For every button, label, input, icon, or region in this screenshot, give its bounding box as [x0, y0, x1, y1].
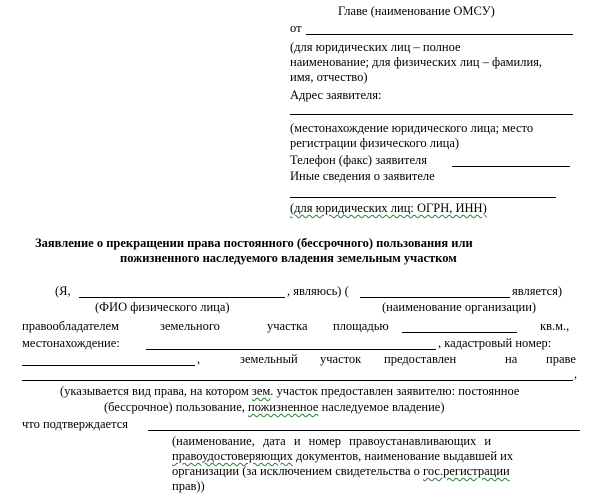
right-type-field-line	[22, 380, 573, 381]
row5-word-4: предоставлен	[384, 352, 457, 366]
recipient-line: Главе (наименование ОМСУ)	[338, 4, 495, 18]
location-label: местонахождение:	[22, 336, 120, 350]
row3-word-4: площадью	[333, 319, 389, 333]
documents-hint-3a: организации (за исключением свидетельства о	[172, 464, 424, 478]
from-field-line	[306, 34, 573, 35]
org-hint: (наименование организации)	[382, 300, 537, 314]
phone-label: Телефон (факс) заявителя	[290, 153, 428, 167]
right-type-hint-1-zem: зем	[251, 384, 271, 398]
fio-field-line	[79, 297, 285, 298]
right-type-hint-2	[104, 400, 445, 415]
confirmed-by-field-line	[148, 430, 580, 431]
documents-hint-2	[172, 449, 513, 464]
area-field-line	[402, 332, 517, 333]
documents-hint-4: прав))	[172, 479, 205, 493]
documents-hint-3	[172, 464, 510, 479]
row1-end: является)	[512, 284, 563, 298]
confirmed-by-label: что подтверждается	[22, 417, 128, 431]
fio-hint: (ФИО физического лица)	[95, 300, 230, 314]
other-info-label: Иные сведения о заявителе	[290, 169, 435, 183]
other-info-line	[290, 197, 556, 198]
documents-hint-2a: правоудостоверяющих	[172, 449, 293, 463]
right-type-hint-1	[60, 384, 519, 399]
documents-hint-2b: документов, наименование выдавшей их	[292, 449, 514, 463]
cadastral-field-line	[22, 365, 195, 366]
document-title-line-2: пожизненного наследуемого владения земельным участком	[120, 251, 457, 265]
row3-word-2: земельного	[160, 319, 220, 333]
row5-word-6: праве	[546, 352, 576, 366]
documents-hint-1: (наименование, дата и номер правоустанавливающих и	[172, 434, 492, 448]
row5-word-5: на	[505, 352, 518, 366]
row1-open: (Я,	[55, 284, 71, 298]
right-type-hint-2a: (бессрочное) пользование,	[104, 400, 248, 414]
entity-hint-2: наименование; для физических лиц – фамилия,	[290, 55, 543, 69]
entity-hint-1: (для юридических лиц – полное	[290, 40, 461, 54]
row3-word-5: кв.м.,	[540, 319, 570, 333]
other-info-hint	[290, 201, 487, 216]
row5-word-3: участок	[320, 352, 362, 366]
right-type-hint-1b: . участок предоставлен заявителю: постоянное	[270, 384, 520, 398]
location-hint-1: (местонахождение юридического лица; место	[290, 121, 534, 135]
row5-word-2: земельный	[240, 352, 298, 366]
from-label: от	[290, 21, 302, 35]
row1-mid: , являюсь) (	[287, 284, 349, 298]
document-title-line-1: Заявление о прекращении права постоянного (бессрочного) пользования или	[35, 236, 473, 250]
entity-hint-3: имя, отчество)	[290, 70, 368, 84]
right-type-hint-1a: (указывается вид права, на котором	[60, 384, 252, 398]
address-field-line	[290, 114, 573, 115]
org-field-line	[360, 297, 510, 298]
cadastral-label: , кадастровый номер:	[438, 336, 552, 350]
other-info-hint-text: (для юридических лиц: ОГРН, ИНН)	[290, 201, 487, 215]
row3-word-3: участка	[267, 319, 308, 333]
right-type-hint-2b: пожизненное	[248, 400, 319, 414]
row6-comma: ,	[574, 367, 578, 381]
location-field-line	[146, 349, 436, 350]
documents-hint-3b: гос.регистрации	[423, 464, 510, 478]
address-label: Адрес заявителя:	[290, 88, 382, 102]
location-hint-2: регистрации физического лица)	[290, 136, 460, 150]
row5-word-1: ,	[197, 352, 201, 366]
right-type-hint-2c: наследуемое владение)	[318, 400, 445, 414]
row3-word-1: правообладателем	[22, 319, 119, 333]
phone-field-line	[452, 166, 570, 167]
